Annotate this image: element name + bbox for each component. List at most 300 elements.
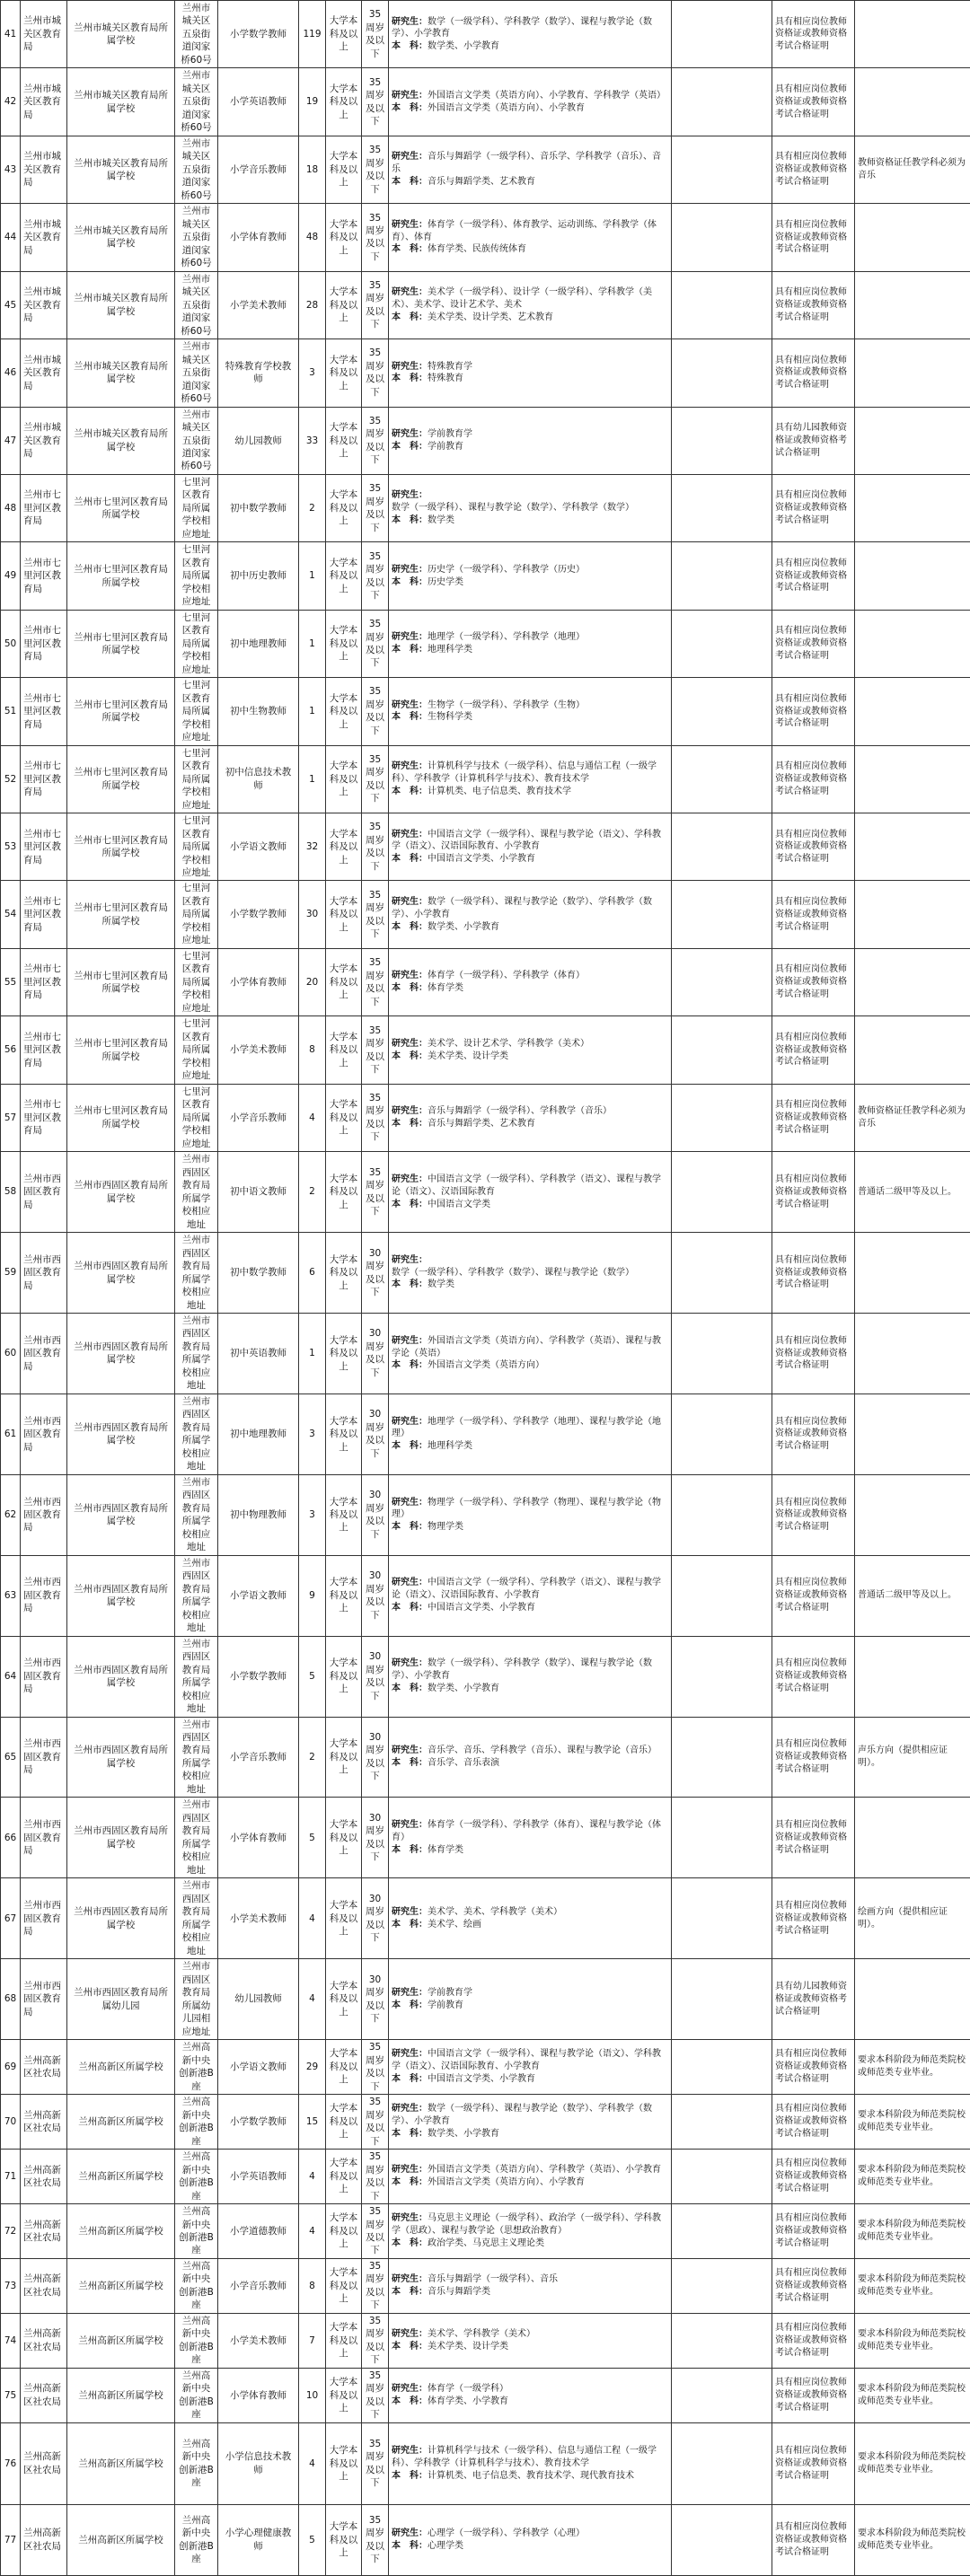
headcount: 9 <box>299 1555 326 1636</box>
major-list: 数学类、小学教育 <box>428 922 499 932</box>
certificate-requirement: 具有相应岗位教师资格证或教师资格考试合格证明 <box>772 2204 855 2259</box>
certificate-requirement: 具有相应岗位教师资格证或教师资格考试合格证明 <box>772 1394 855 1474</box>
major-requirement <box>389 271 672 338</box>
post-name: 小学语文教师 <box>218 1555 299 1636</box>
major-line <box>392 1602 668 1614</box>
blank-cell <box>672 2150 772 2204</box>
major-list: 中国语言文学类 <box>428 1200 490 1209</box>
major-list: 中国语言文学（一级学科）、课程与教学论（语文）、学科教学（语文）、汉语国际教育、小学教育 <box>392 2049 661 2071</box>
post-name: 小学数学教师 <box>218 1636 299 1717</box>
post-name: 初中地理教师 <box>218 1394 299 1474</box>
other-notes: 教师资格证任教学科必须为音乐 <box>855 136 970 203</box>
major-line <box>392 2396 668 2408</box>
other-notes <box>855 678 970 745</box>
age-limit: 35周岁及以下 <box>362 2040 389 2095</box>
blank-cell <box>672 407 772 474</box>
headcount: 4 <box>299 2204 326 2259</box>
certificate-requirement: 具有相应岗位教师资格证或教师资格考试合格证明 <box>772 136 855 203</box>
education-level: 大学本科及以上 <box>326 542 362 610</box>
table-row <box>1 1798 970 1878</box>
major-line <box>392 1416 668 1441</box>
education-level: 大学本科及以上 <box>326 2504 362 2575</box>
table-row <box>1 1084 970 1151</box>
work-address: 七里河区教育局所属学校相应地址 <box>175 678 218 745</box>
blank-cell <box>672 1 772 68</box>
education-level: 大学本科及以上 <box>326 1878 362 1959</box>
work-address: 兰州市西固区教育局所属学校相应地址 <box>175 1152 218 1233</box>
headcount: 20 <box>299 948 326 1015</box>
school-name: 兰州市七里河区教育局所属学校 <box>67 881 175 948</box>
certificate-requirement: 具有相应岗位教师资格证或教师资格考试合格证明 <box>772 1 855 68</box>
blank-cell <box>672 1798 772 1878</box>
table-row <box>1 407 970 474</box>
education-level: 大学本科及以上 <box>326 474 362 541</box>
table-row <box>1 2204 970 2259</box>
school-name: 兰州市七里河区教育局所属学校 <box>67 948 175 1015</box>
certificate-requirement: 具有相应岗位教师资格证或教师资格考试合格证明 <box>772 2422 855 2504</box>
major-list: 中国语言文学类、小学教育 <box>428 1603 535 1613</box>
headcount: 2 <box>299 474 326 541</box>
certificate-requirement: 具有幼儿园教师资格证或教师资格考试合格证明 <box>772 407 855 474</box>
major-line <box>392 2212 668 2238</box>
post-name: 小学体育教师 <box>218 948 299 1015</box>
other-notes: 要求本科阶段为师范类院校或师范类专业毕业。 <box>855 2204 970 2259</box>
major-requirement <box>389 2040 672 2095</box>
other-notes: 要求本科阶段为师范类院校或师范类专业毕业。 <box>855 2313 970 2368</box>
work-address: 七里河区教育局所属学校相应地址 <box>175 610 218 677</box>
major-list: 中国语言文学类、小学教育 <box>428 2074 535 2084</box>
age-limit: 35周岁及以下 <box>362 1152 389 1233</box>
major-line <box>392 1199 668 1211</box>
row-number: 51 <box>1 678 21 745</box>
school-name: 兰州高新区所属学校 <box>67 2150 175 2204</box>
recruiting-unit: 兰州市城关区教育局 <box>21 204 67 271</box>
work-address: 兰州市西固区教育局所属学校相应地址 <box>175 1313 218 1394</box>
school-name: 兰州市西固区教育局所属学校 <box>67 1313 175 1394</box>
row-number: 76 <box>1 2422 21 2504</box>
certificate-requirement: 具有相应岗位教师资格证或教师资格考试合格证明 <box>772 474 855 541</box>
degree-label: 研究生： <box>392 429 428 439</box>
major-list: 外国语言文学类（英语方向） <box>428 1360 544 1370</box>
table-row <box>1 2095 970 2150</box>
major-line <box>392 2048 668 2073</box>
work-address: 兰州高新中央创新港B座 <box>175 2504 218 2575</box>
certificate-requirement: 具有相应岗位教师资格证或教师资格考试合格证明 <box>772 1233 855 1314</box>
headcount: 1 <box>299 678 326 745</box>
certificate-requirement: 具有相应岗位教师资格证或教师资格考试合格证明 <box>772 678 855 745</box>
row-number: 71 <box>1 2150 21 2204</box>
headcount: 32 <box>299 813 326 881</box>
age-limit: 30周岁及以下 <box>362 1636 389 1717</box>
major-list: 外国语言文学类（英语方向）、小学教育、学科教学（英语） <box>428 91 666 101</box>
education-level: 大学本科及以上 <box>326 1152 362 1233</box>
blank-cell <box>672 2368 772 2422</box>
recruiting-unit: 兰州高新区社农局 <box>21 2150 67 2204</box>
degree-label: 本 科： <box>392 2074 428 2084</box>
post-name: 初中信息技术教师 <box>218 745 299 813</box>
school-name: 兰州高新区所属学校 <box>67 2204 175 2259</box>
work-address: 兰州高新中央创新港B座 <box>175 2040 218 2095</box>
education-level: 大学本科及以上 <box>326 136 362 203</box>
recruiting-unit: 兰州市城关区教育局 <box>21 136 67 203</box>
major-line <box>392 829 668 854</box>
post-name: 初中数学教师 <box>218 474 299 541</box>
blank-cell <box>672 1394 772 1474</box>
certificate-requirement: 具有相应岗位教师资格证或教师资格考试合格证明 <box>772 1878 855 1959</box>
age-limit: 35周岁及以下 <box>362 2313 389 2368</box>
major-requirement <box>389 1717 672 1798</box>
post-name: 幼儿园教师 <box>218 407 299 474</box>
school-name: 兰州市西固区教育局所属学校 <box>67 1555 175 1636</box>
table-row <box>1 813 970 881</box>
table-row <box>1 68 970 136</box>
major-list: 数学类 <box>428 515 454 525</box>
major-requirement <box>389 745 672 813</box>
major-list: 体育学类 <box>428 983 463 993</box>
school-name: 兰州市西固区教育局所属学校 <box>67 1798 175 1878</box>
work-address: 兰州市西固区教育局所属学校相应地址 <box>175 1798 218 1878</box>
post-name: 初中数学教师 <box>218 1233 299 1314</box>
school-name: 兰州高新区所属学校 <box>67 2504 175 2575</box>
certificate-requirement: 具有相应岗位教师资格证或教师资格考试合格证明 <box>772 2504 855 2575</box>
headcount: 3 <box>299 339 326 407</box>
table-row <box>1 1394 970 1474</box>
education-level: 大学本科及以上 <box>326 813 362 881</box>
age-limit: 35周岁及以下 <box>362 2150 389 2204</box>
major-list: 美术学、学科教学（美术） <box>428 2329 535 2339</box>
other-notes: 普通话二级甲等及以上。 <box>855 1555 970 1636</box>
recruiting-unit: 兰州市西固区教育局 <box>21 1474 67 1555</box>
degree-label: 研究生： <box>392 700 428 710</box>
other-notes: 绘画方向（提供相应证明）。 <box>855 1878 970 1959</box>
major-line <box>392 312 668 324</box>
school-name: 兰州市西固区教育局所属学校 <box>67 1878 175 1959</box>
major-requirement <box>389 1474 672 1555</box>
work-address: 兰州市西固区教育局所属幼儿园相应地址 <box>175 1959 218 2040</box>
blank-cell <box>672 745 772 813</box>
major-line <box>392 2286 668 2299</box>
headcount: 7 <box>299 2313 326 2368</box>
major-list: 音乐与舞蹈学（一级学科）、音乐学、学科教学（音乐）、音乐 <box>392 152 661 174</box>
school-name: 兰州市城关区教育局所属学校 <box>67 204 175 271</box>
row-number: 60 <box>1 1313 21 1394</box>
row-number: 74 <box>1 2313 21 2368</box>
table-row <box>1 2150 970 2204</box>
major-list: 音乐与舞蹈学类、艺术教育 <box>428 177 535 187</box>
table-row <box>1 2368 970 2422</box>
school-name: 兰州高新区所属学校 <box>67 2368 175 2422</box>
age-limit: 35周岁及以下 <box>362 136 389 203</box>
table-row <box>1 204 970 271</box>
certificate-requirement: 具有相应岗位教师资格证或教师资格考试合格证明 <box>772 1152 855 1233</box>
major-line <box>392 576 668 589</box>
other-notes <box>855 948 970 1015</box>
school-name: 兰州市城关区教育局所属学校 <box>67 407 175 474</box>
recruiting-unit: 兰州市西固区教育局 <box>21 1717 67 1798</box>
table-row <box>1 1878 970 1959</box>
major-line <box>392 564 668 576</box>
certificate-requirement: 具有相应岗位教师资格证或教师资格考试合格证明 <box>772 2258 855 2313</box>
headcount: 5 <box>299 1798 326 1878</box>
degree-label: 本 科： <box>392 983 428 993</box>
blank-cell <box>672 881 772 948</box>
age-limit: 35周岁及以下 <box>362 813 389 881</box>
major-line <box>392 2073 668 2086</box>
age-limit: 35周岁及以下 <box>362 407 389 474</box>
certificate-requirement: 具有相应岗位教师资格证或教师资格考试合格证明 <box>772 1016 855 1084</box>
headcount: 30 <box>299 881 326 948</box>
post-name: 小学音乐教师 <box>218 2258 299 2313</box>
degree-label: 本 科： <box>392 312 428 322</box>
other-notes <box>855 745 970 813</box>
age-limit: 35周岁及以下 <box>362 339 389 407</box>
post-name: 小学语文教师 <box>218 2040 299 2095</box>
major-requirement <box>389 881 672 948</box>
work-address: 兰州市城关区五泉街道闵家桥60号 <box>175 204 218 271</box>
post-name: 小学心理健康教师 <box>218 2504 299 2575</box>
education-level: 大学本科及以上 <box>326 2150 362 2204</box>
recruiting-unit: 兰州高新区社农局 <box>21 2313 67 2368</box>
row-number: 41 <box>1 1 21 68</box>
work-address: 兰州市西固区教育局所属学校相应地址 <box>175 1394 218 1474</box>
education-level: 大学本科及以上 <box>326 204 362 271</box>
degree-label: 本 科： <box>392 2541 428 2551</box>
education-level: 大学本科及以上 <box>326 271 362 338</box>
row-number: 47 <box>1 407 21 474</box>
work-address: 七里河区教育局所属学校相应地址 <box>175 474 218 541</box>
major-list: 体育学（一级学科）、学科教学（体育）、课程与教学论（体育） <box>392 1820 661 1842</box>
major-line <box>392 2164 668 2176</box>
education-level: 大学本科及以上 <box>326 1717 362 1798</box>
major-list: 美术学、美术、学科教学（美术） <box>428 1907 562 1917</box>
education-level: 大学本科及以上 <box>326 948 362 1015</box>
row-number: 55 <box>1 948 21 1015</box>
degree-label: 本 科： <box>392 645 428 655</box>
table-body <box>1 1 970 2576</box>
major-line <box>392 699 668 712</box>
work-address: 兰州市西固区教育局所属学校相应地址 <box>175 1878 218 1959</box>
age-limit: 30周岁及以下 <box>362 1313 389 1394</box>
major-line <box>392 631 668 644</box>
major-line <box>392 514 668 527</box>
major-list: 外国语言文学类（英语方向）、小学教育 <box>428 2177 585 2187</box>
recruiting-unit: 兰州市城关区教育局 <box>21 339 67 407</box>
major-line <box>392 921 668 934</box>
education-level: 大学本科及以上 <box>326 1313 362 1394</box>
other-notes <box>855 1798 970 1878</box>
degree-label: 本 科： <box>392 712 428 722</box>
major-line <box>392 1819 668 1844</box>
row-number: 69 <box>1 2040 21 2095</box>
certificate-requirement: 具有相应岗位教师资格证或教师资格考试合格证明 <box>772 2368 855 2422</box>
post-name: 小学道德教师 <box>218 2204 299 2259</box>
major-line <box>392 760 668 786</box>
headcount: 48 <box>299 204 326 271</box>
major-list: 外国语言文学类（英语方向）、学科教学（英语）、小学教育 <box>428 2165 661 2175</box>
degree-label: 本 科： <box>392 2238 428 2248</box>
major-list: 地理学（一级学科）、学科教学（地理） <box>428 632 585 642</box>
post-name: 小学信息技术教师 <box>218 2422 299 2504</box>
recruiting-unit: 兰州市七里河区教育局 <box>21 474 67 541</box>
recruiting-unit: 兰州市西固区教育局 <box>21 1798 67 1878</box>
degree-label: 本 科： <box>392 515 428 525</box>
age-limit: 35周岁及以下 <box>362 2258 389 2313</box>
degree-label: 研究生： <box>392 2446 428 2456</box>
degree-label: 研究生： <box>392 971 428 980</box>
major-line <box>392 2000 668 2012</box>
major-line <box>392 2328 668 2341</box>
major-requirement <box>389 2422 672 2504</box>
other-notes <box>855 204 970 271</box>
major-line <box>392 1987 668 2000</box>
major-line <box>392 1254 668 1279</box>
major-requirement <box>389 678 672 745</box>
table-row <box>1 745 970 813</box>
recruiting-unit: 兰州高新区社农局 <box>21 2095 67 2150</box>
major-line <box>392 1657 668 1683</box>
table-row <box>1 678 970 745</box>
blank-cell <box>672 1152 772 1233</box>
education-level: 大学本科及以上 <box>326 339 362 407</box>
work-address: 七里河区教育局所属学校相应地址 <box>175 745 218 813</box>
major-line <box>392 2383 668 2396</box>
major-line <box>392 1844 668 1857</box>
row-number: 72 <box>1 2204 21 2259</box>
blank-cell <box>672 1878 772 1959</box>
work-address: 兰州市西固区教育局所属学校相应地址 <box>175 1474 218 1555</box>
degree-label: 本 科： <box>392 244 428 254</box>
blank-cell <box>672 2258 772 2313</box>
major-line <box>392 1051 668 1063</box>
degree-label: 研究生： <box>392 287 428 297</box>
major-list: 心理学类 <box>428 2541 463 2551</box>
school-name: 兰州高新区所属学校 <box>67 2258 175 2313</box>
degree-label: 本 科： <box>392 787 428 796</box>
headcount: 29 <box>299 2040 326 2095</box>
major-line <box>392 786 668 798</box>
post-name: 小学美术教师 <box>218 1878 299 1959</box>
school-name: 兰州市七里河区教育局所属学校 <box>67 1084 175 1151</box>
headcount: 6 <box>299 1233 326 1314</box>
major-list: 计算机科学与技术（一级学科）、信息与通信工程（一级学科）、学科教学（计算机科学与技术）、教育技术学 <box>392 761 657 784</box>
recruiting-unit: 兰州市西固区教育局 <box>21 1313 67 1394</box>
major-requirement <box>389 1152 672 1233</box>
other-notes: 声乐方向（提供相应证明）。 <box>855 1717 970 1798</box>
major-line <box>392 970 668 982</box>
major-list: 计算机类、电子信息类、教育技术学、现代教育技术 <box>428 2471 634 2481</box>
major-requirement <box>389 204 672 271</box>
major-list: 音乐与舞蹈学（一级学科）、学科教学（音乐） <box>428 1106 612 1116</box>
recruiting-unit: 兰州市西固区教育局 <box>21 1152 67 1233</box>
major-list: 音乐与舞蹈学（一级学科）、音乐 <box>428 2274 558 2284</box>
certificate-requirement: 具有幼儿园教师资格证或教师资格考试合格证明 <box>772 1959 855 2040</box>
row-number: 63 <box>1 1555 21 1636</box>
row-number: 57 <box>1 1084 21 1151</box>
major-line <box>392 40 668 53</box>
major-list: 特殊教育学 <box>428 362 472 372</box>
major-line <box>392 151 668 176</box>
blank-cell <box>672 813 772 881</box>
school-name: 兰州市七里河区教育局所属学校 <box>67 813 175 881</box>
education-level: 大学本科及以上 <box>326 1 362 68</box>
major-requirement <box>389 1959 672 2040</box>
education-level: 大学本科及以上 <box>326 2368 362 2422</box>
blank-cell <box>672 542 772 610</box>
certificate-requirement: 具有相应岗位教师资格证或教师资格考试合格证明 <box>772 1555 855 1636</box>
table-row <box>1 1474 970 1555</box>
row-number: 61 <box>1 1394 21 1474</box>
headcount: 4 <box>299 2150 326 2204</box>
table-row <box>1 339 970 407</box>
major-line <box>392 1359 668 1372</box>
post-name: 初中地理教师 <box>218 610 299 677</box>
row-number: 49 <box>1 542 21 610</box>
degree-label: 研究生： <box>392 1578 428 1587</box>
other-notes <box>855 1233 970 1314</box>
other-notes <box>855 1474 970 1555</box>
blank-cell <box>672 678 772 745</box>
certificate-requirement: 具有相应岗位教师资格证或教师资格考试合格证明 <box>772 2095 855 2150</box>
degree-label: 本 科： <box>392 1360 428 1370</box>
school-name: 兰州市七里河区教育局所属学校 <box>67 474 175 541</box>
table-row <box>1 474 970 541</box>
major-list: 美术学类、设计学类、艺术教育 <box>428 312 553 322</box>
education-level: 大学本科及以上 <box>326 1555 362 1636</box>
education-level: 大学本科及以上 <box>326 610 362 677</box>
recruiting-unit: 兰州高新区社农局 <box>21 2368 67 2422</box>
other-notes <box>855 1636 970 1717</box>
age-limit: 35周岁及以下 <box>362 2422 389 2504</box>
degree-label: 研究生： <box>392 2528 428 2538</box>
school-name: 兰州市城关区教育局所属学校 <box>67 136 175 203</box>
school-name: 兰州市西固区教育局所属幼儿园 <box>67 1959 175 2040</box>
major-list: 音乐与舞蹈学类、艺术教育 <box>428 1119 535 1129</box>
school-name: 兰州市城关区教育局所属学校 <box>67 271 175 338</box>
headcount: 3 <box>299 1394 326 1474</box>
other-notes: 普通话二级甲等及以上。 <box>855 1152 970 1233</box>
major-line <box>392 102 668 115</box>
major-requirement <box>389 1798 672 1878</box>
blank-cell <box>672 2313 772 2368</box>
degree-label: 研究生： <box>392 1039 428 1049</box>
major-line <box>392 489 668 514</box>
age-limit: 30周岁及以下 <box>362 1233 389 1314</box>
major-line <box>392 2238 668 2250</box>
major-line <box>392 2445 668 2470</box>
table-row <box>1 2504 970 2575</box>
degree-label: 研究生： <box>392 761 428 771</box>
other-notes: 要求本科阶段为师范类院校或师范类专业毕业。 <box>855 2368 970 2422</box>
other-notes: 要求本科阶段为师范类院校或师范类专业毕业。 <box>855 2258 970 2313</box>
major-line <box>392 853 668 866</box>
school-name: 兰州市西固区教育局所属学校 <box>67 1233 175 1314</box>
education-level: 大学本科及以上 <box>326 2095 362 2150</box>
headcount: 1 <box>299 542 326 610</box>
age-limit: 35周岁及以下 <box>362 745 389 813</box>
major-requirement <box>389 136 672 203</box>
post-name: 初中生物教师 <box>218 678 299 745</box>
post-name: 小学数学教师 <box>218 881 299 948</box>
major-line <box>392 2176 668 2189</box>
school-name: 兰州高新区所属学校 <box>67 2422 175 2504</box>
major-line <box>392 361 668 374</box>
degree-label: 研究生： <box>392 2274 428 2284</box>
recruiting-unit: 兰州市七里河区教育局 <box>21 745 67 813</box>
other-notes <box>855 881 970 948</box>
age-limit: 30周岁及以下 <box>362 1394 389 1474</box>
row-number: 73 <box>1 2258 21 2313</box>
degree-label: 研究生： <box>392 152 428 162</box>
